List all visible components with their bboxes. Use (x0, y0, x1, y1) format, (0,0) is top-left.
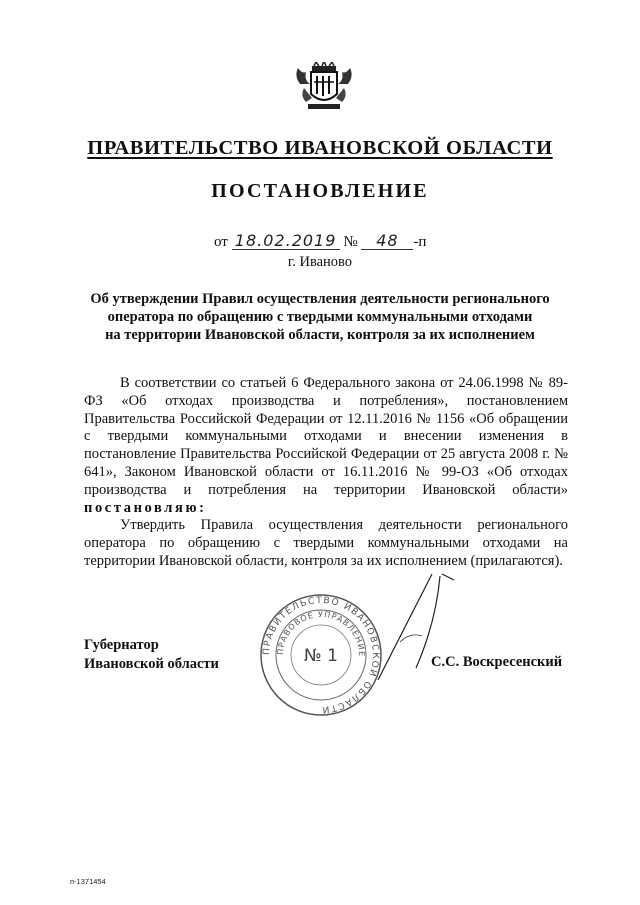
signer-title (84, 636, 219, 673)
resolution-paragraph: Утвердить Правила осуществления деятельности регионального оператора по обращению с твердыми коммунальными отходами на территории Ивановской области, контроля за их исполнением (прилагаются). (84, 517, 568, 569)
date-prefix: от (214, 234, 228, 250)
document-date: 18.02.2019 (232, 233, 340, 250)
number-suffix: -п (413, 234, 427, 250)
seal-center-text: № 1 (304, 646, 338, 666)
subject-line: на территории Ивановской области, контроля за их исполнением (105, 327, 535, 344)
document-number: 48 (361, 233, 413, 250)
preamble-paragraph (84, 375, 568, 517)
signer-title-line: Ивановской области (84, 655, 219, 672)
subject-line: оператора по обращению с твердыми коммунальными отходами (107, 309, 533, 326)
signer-name: С.С. Воскресенский (431, 654, 563, 670)
subject-line: Об утверждении Правил осуществления деятельности регионального (90, 291, 550, 307)
registration-line (214, 233, 426, 251)
seal-inner-text: ПРАВОВОЕ УПРАВЛЕНИЕ (275, 609, 367, 658)
coat-of-arms-icon (292, 62, 356, 112)
decree-word: постановляю: (84, 499, 207, 516)
document-code: п-1371454 (70, 877, 106, 886)
seal-outer-text: ПРАВИТЕЛЬСТВО ИВАНОВСКОЙ ОБЛАСТИ (261, 595, 381, 715)
city-label: г. Иваново (287, 254, 353, 270)
government-title: ПРАВИТЕЛЬСТВО ИВАНОВСКОЙ ОБЛАСТИ (87, 137, 553, 159)
document-body (84, 375, 568, 571)
document-type-heading: ПОСТАНОВЛЕНИЕ (211, 180, 429, 202)
signer-title-line: Губернатор (84, 637, 159, 653)
preamble-text: В соответствии со статьей 6 Федерального закона от 24.06.1998 № 89-ФЗ «Об отходах производства и потребления», постановлением Правительства Российской Федерации от 12.11.2016 № 1156 «Об обращении с твердыми коммунальными отходами и внесении изменения в постановление Правительства Российской Федерации от 25 августа 2008 г. № 641», Законом Ивановской области от 16.11.2016 № 99-ОЗ «Об отходах производства и потребления на территории Ивановской области» (84, 375, 568, 498)
number-sign: № (343, 234, 358, 250)
document-subject (74, 290, 566, 345)
official-seal-stamp (258, 592, 384, 718)
